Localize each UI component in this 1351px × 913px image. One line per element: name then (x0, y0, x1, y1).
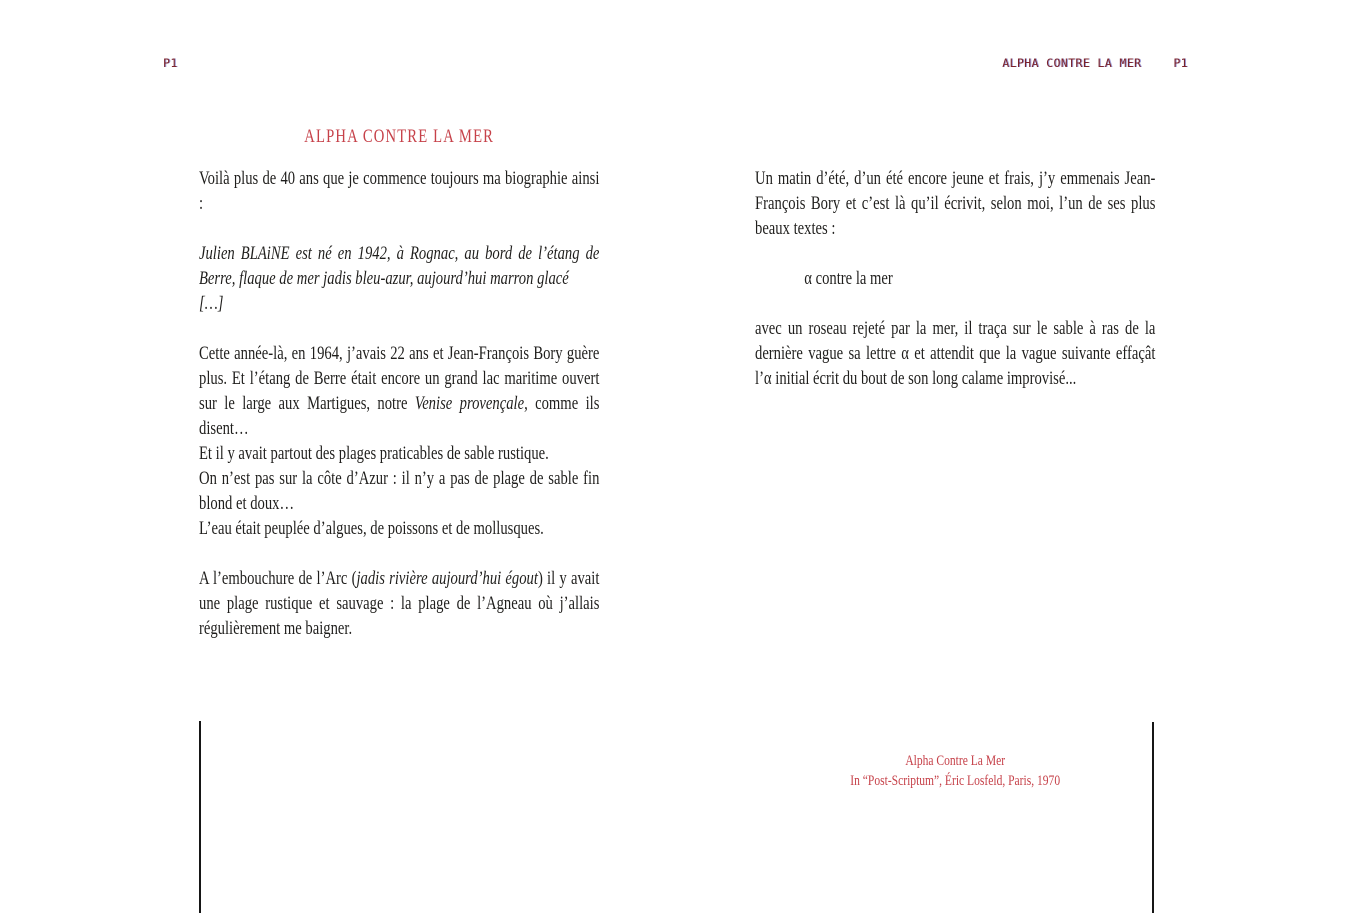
line-cote-azur: On n’est pas sur la côte d’Azur : il n’y a pas de plage de sable fin blond et doux… (199, 468, 600, 514)
caption-source: In “Post-Scriptum”, Éric Losfeld, Paris, 1970 (850, 772, 1061, 789)
line-plages: Et il y avait partout des plages praticables de sable rustique. (199, 443, 549, 464)
left-page-column (199, 124, 599, 666)
right-page-column (755, 166, 1155, 416)
biography-ellipsis: […] (199, 293, 224, 314)
running-title: ALPHA CONTRE LA MER (1002, 56, 1142, 70)
page-edge-rule-right (1152, 722, 1154, 913)
text-run: A l’embouchure de l’Arc ( (199, 568, 357, 589)
text-run-italic: Venise provençale, (414, 393, 528, 414)
running-head-left (163, 56, 178, 70)
alpha-title-line: α contre la mer (804, 268, 893, 289)
paragraph-biography (199, 241, 599, 316)
caption-title: Alpha Contre La Mer (905, 753, 1006, 769)
text-run: ) il y avait une plage rustique et sauvage : la plage de l’Agneau où j’allais régulièrement me baigner. (199, 568, 600, 639)
page-edge-rule-left (199, 721, 201, 913)
paragraph-matin: Un matin d’été, d’un été encore jeune et frais, j’y emmenais Jean-François Bory et c’est là qu’il écrivit, selon moi, l’un de ses plus beaux textes : (755, 168, 1156, 239)
page-number-left: P1 (163, 56, 178, 70)
page-number-right: P1 (1173, 56, 1188, 70)
paragraph-embouchure (199, 566, 599, 641)
paragraph-intro: Voilà plus de 40 ans que je commence toujours ma biographie ainsi : (199, 168, 600, 214)
text-run: Cette année-là, en 1964, j’avais 22 ans et Jean-François Bory guère plus. Et l’étang de Berre était encore un grand lac maritime ouvert sur le large aux Martigues, notre (199, 343, 600, 414)
paragraph-roseau: avec un roseau rejeté par la mer, il traça sur le sable à ras de la dernière vague sa lettre α et attendit que la vague suivante effaçât l’α initial écrit du bout de son long calame improvisé... (755, 318, 1156, 389)
text-run: comme ils disent… (199, 393, 600, 439)
biography-text: Julien BLAiNE est né en 1942, à Rognac, au bord de l’étang de Berre, flaque de mer jadis bleu-azur, aujourd’hui marron glacé (199, 243, 600, 289)
paragraph-1964 (199, 341, 599, 441)
line-eau: L’eau était peuplée d’algues, de poissons et de mollusques. (199, 518, 544, 539)
chapter-title: ALPHA CONTRE LA MER (304, 126, 495, 147)
caption (755, 752, 1155, 791)
running-head-right (1002, 56, 1188, 70)
text-run-italic: jadis rivière aujourd’hui égout (356, 568, 538, 589)
